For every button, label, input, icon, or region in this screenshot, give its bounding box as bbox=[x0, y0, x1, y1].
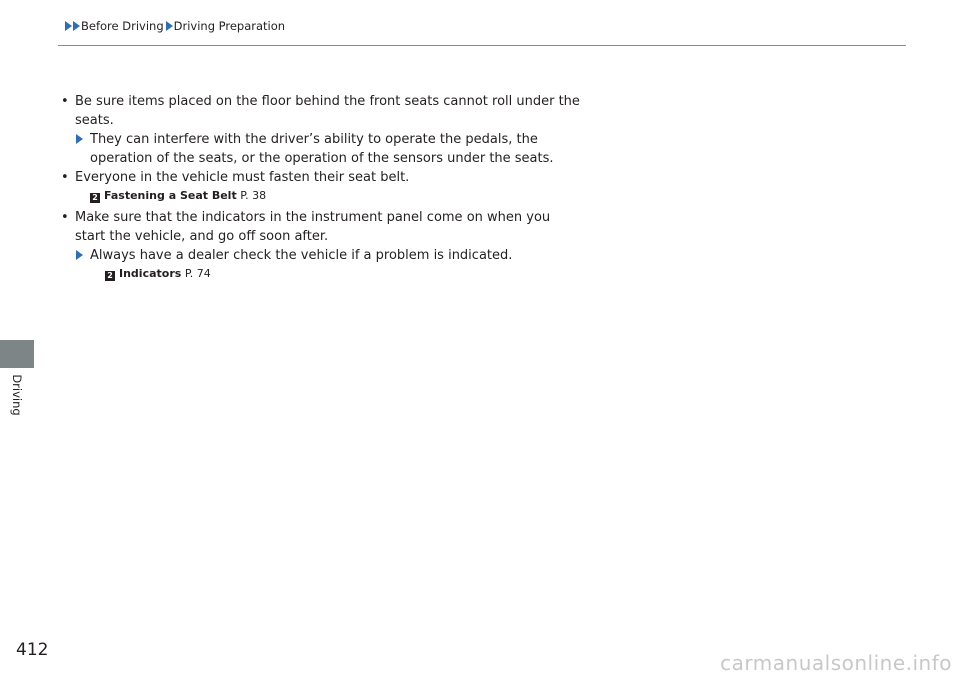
arrow-icon bbox=[76, 134, 83, 144]
cross-reference-seat-belt[interactable] bbox=[90, 187, 580, 204]
reference-icon: 2 bbox=[90, 193, 100, 203]
reference-page: P. 38 bbox=[240, 189, 267, 202]
arrow-icon bbox=[76, 250, 83, 260]
sub-item bbox=[60, 246, 580, 265]
section-tab-label: Driving bbox=[10, 374, 24, 416]
watermark: carmanualsonline.info bbox=[720, 651, 952, 675]
list-item bbox=[60, 92, 580, 130]
header-divider bbox=[58, 45, 906, 46]
breadcrumb-item-before-driving[interactable]: Before Driving bbox=[81, 19, 164, 33]
reference-icon: 2 bbox=[105, 271, 115, 281]
sub-item bbox=[60, 130, 580, 168]
bullet-text: Be sure items placed on the floor behind the front seats cannot roll under the seats. bbox=[75, 94, 580, 128]
list-item bbox=[60, 168, 580, 187]
reference-title: Indicators bbox=[119, 267, 182, 280]
breadcrumb-arrow-icon bbox=[65, 21, 72, 31]
sub-item-text: They can interfere with the driver’s ability to operate the pedals, the operation of the seats, or the operation of the sensors under the seats. bbox=[90, 132, 554, 166]
breadcrumb-arrow-icon bbox=[73, 21, 80, 31]
sub-item-text: Always have a dealer check the vehicle if a problem is indicated. bbox=[90, 248, 513, 263]
bullet-text: Make sure that the indicators in the instrument panel come on when you start the vehicle, and go off soon after. bbox=[75, 210, 551, 244]
breadcrumb-arrow-icon bbox=[166, 21, 173, 31]
page-content bbox=[60, 92, 580, 286]
reference-title: Fastening a Seat Belt bbox=[104, 189, 237, 202]
section-tab-marker bbox=[0, 340, 34, 368]
breadcrumb-item-driving-preparation[interactable]: Driving Preparation bbox=[173, 19, 286, 33]
page-number: 412 bbox=[16, 640, 49, 660]
bullet-text: Everyone in the vehicle must fasten their seat belt. bbox=[75, 170, 410, 185]
reference-page: P. 74 bbox=[184, 267, 211, 280]
list-item bbox=[60, 208, 580, 246]
cross-reference-indicators[interactable] bbox=[105, 265, 580, 282]
breadcrumb bbox=[65, 19, 287, 33]
